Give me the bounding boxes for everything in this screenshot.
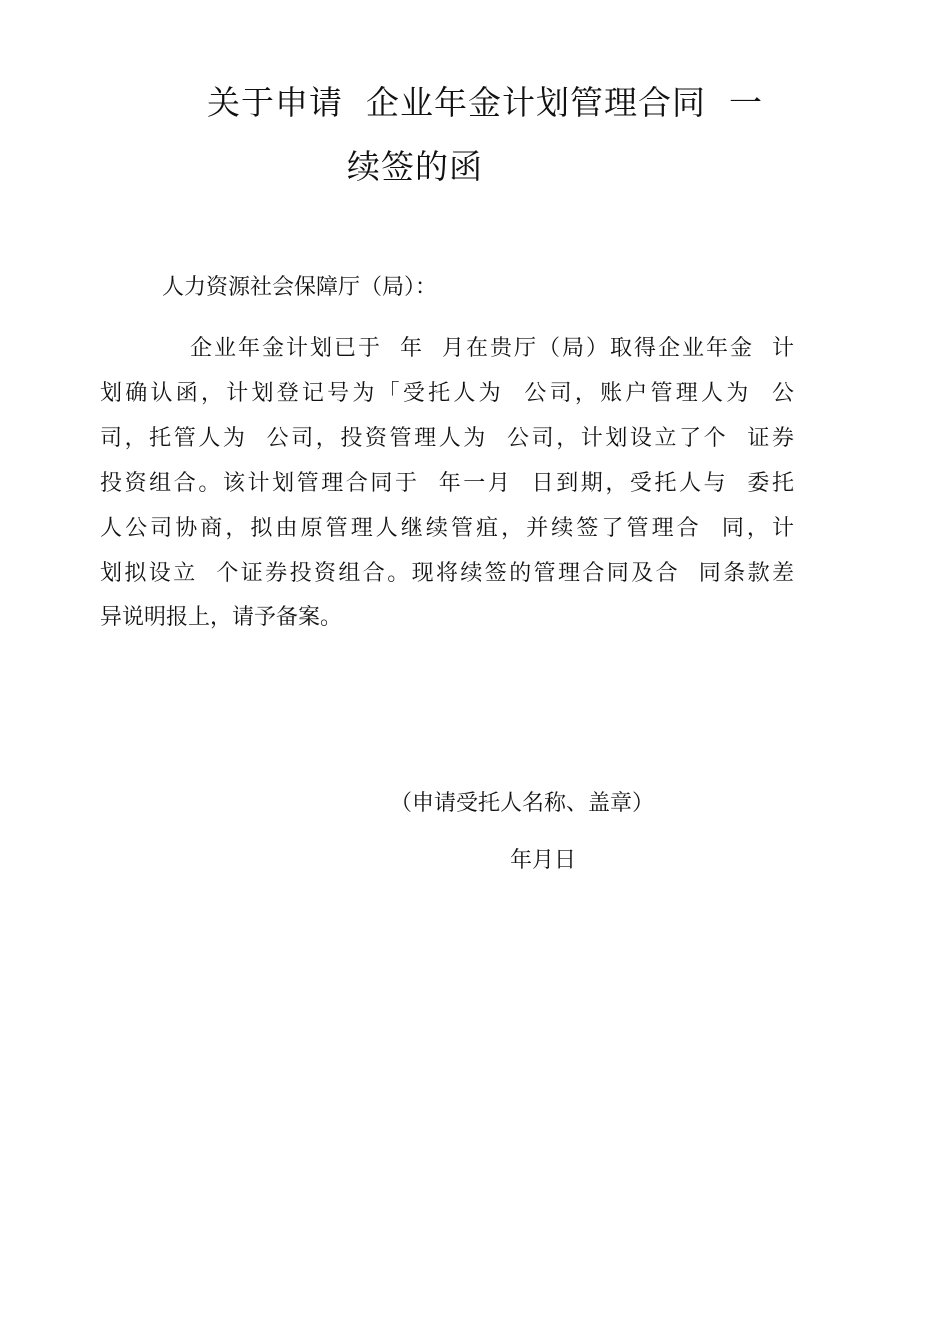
date-line: 年月日 xyxy=(510,848,577,873)
body-line: 投资组合。该计划管理合同于 年一月 日到期，受托人与 委托 xyxy=(100,471,794,496)
document-title-line-2: 续签的函 xyxy=(347,147,483,186)
body-line: 划确认函，计划登记号为「受托人为 公司，账户管理人为 公 xyxy=(100,381,794,406)
document-title-line-1: 关于申请 企业年金计划管理合同 一 xyxy=(207,83,763,122)
body-line: 企业年金计划已于 年 月在贵厅（局）取得企业年金 计 xyxy=(190,336,794,361)
body-line: 司，托管人为 公司，投资管理人为 公司，计划设立了个 证券 xyxy=(100,426,794,451)
body-line: 人公司协商，拟由原管理人继续管疽，并续签了管理合 同，计 xyxy=(100,516,794,541)
signature-line: （申请受托人名称、盖章） xyxy=(390,791,655,816)
body-line: 异说明报上，请予备案。 xyxy=(100,605,343,630)
salutation: 人力资源社会保障厅（局）： xyxy=(162,275,438,300)
body-line: 划拟设立 个证券投资组合。现将续签的管理合同及合 同条款差 xyxy=(100,561,794,586)
